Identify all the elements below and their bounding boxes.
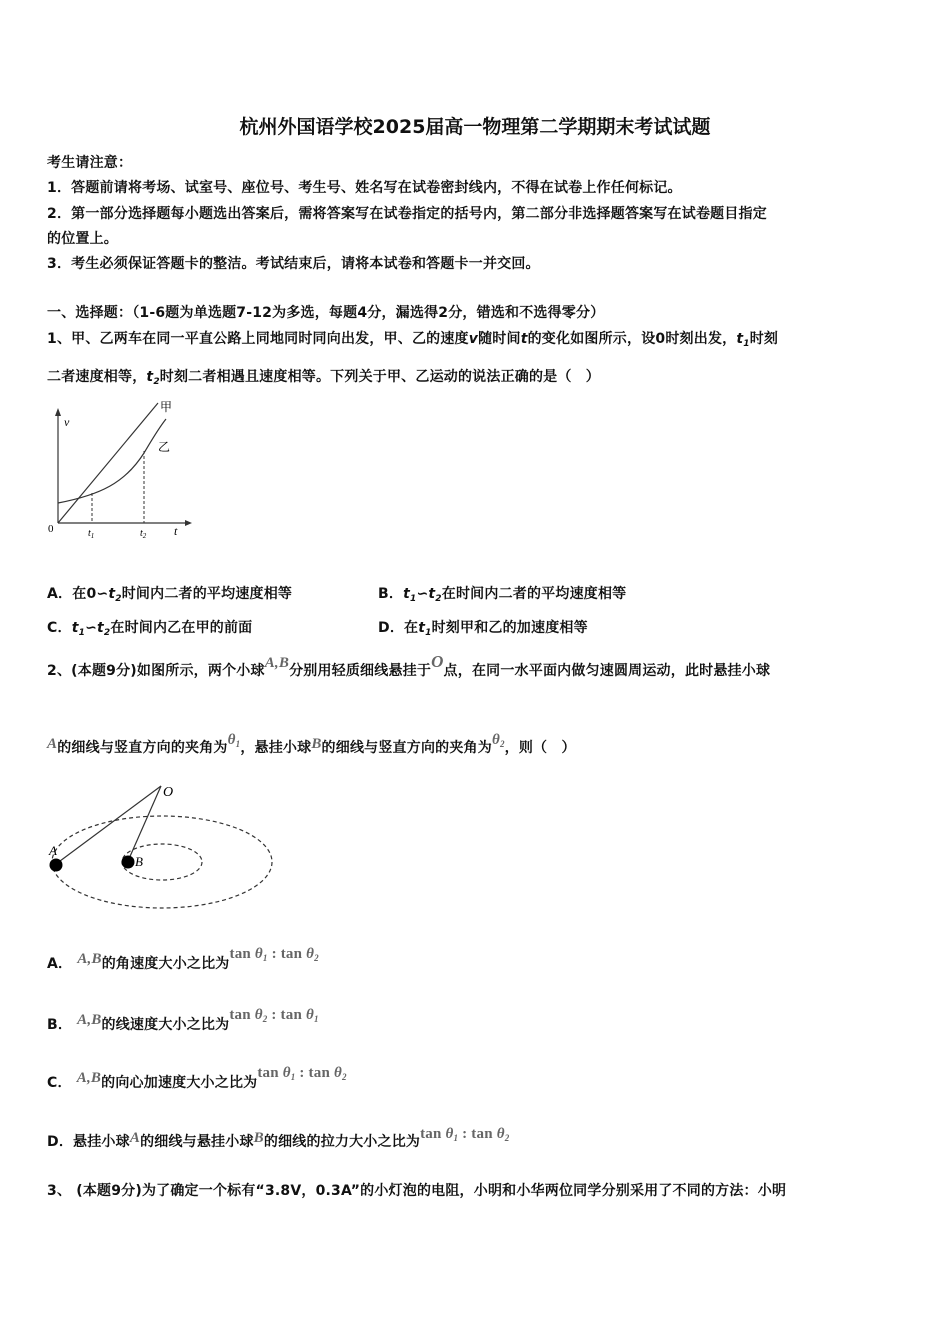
question-2-line-1: 2、(本题9分)如图所示，两个小球A,B分别用轻质细线悬挂于O点，在同一水平面内做匀速圆周运动，此时悬挂小球 [47, 652, 771, 679]
q1-option-b[interactable]: B．$t_1∽t_2$在时间内二者的平均速度相等 [378, 586, 627, 604]
notice-item: 的位置上。 [47, 231, 118, 247]
question-2-line-2: A的细线与竖直方向的夹角为$\theta_1$，悬挂小球B的细线与竖直方向的夹角为$\theta_2$，则（ ） [47, 732, 576, 756]
question-3-line-1: 3、 (本题9分)为了确定一个标有“3.8V，0.3A”的小灯泡的电阻，小明和小华两位同学分别采用了不同的方法：小明 [47, 1183, 787, 1199]
q2-option-a[interactable]: A． A,B的角速度大小之比为$\tan \theta_1$ : $\tan \theta_2$ [47, 946, 319, 972]
conical-pendulum-figure [40, 778, 285, 918]
thread-b [128, 786, 161, 861]
q2-option-d[interactable]: D．悬挂小球A的细线与悬挂小球B的细线的拉力大小之比为$\tan \theta_1$ : $\tan \theta_2$ [47, 1126, 510, 1150]
t2-tick-label: $t_2$ [140, 528, 147, 540]
q2-option-b[interactable]: B． A,B的线速度大小之比为$\tan \theta_2$ : $\tan \theta_1$ [47, 1007, 319, 1033]
thread-a [56, 786, 161, 864]
question-1-line-2: 二者速度相等，$t_2$时刻二者相遇且速度相等。下列关于甲、乙运动的说法正确的是（ ） [47, 369, 600, 387]
section-heading: 一、选择题：（1-6题为单选题7-12为多选，每题4分，漏选得2分，错选和不选得零分） [47, 305, 605, 321]
curve-jia-label: 甲 [160, 400, 173, 414]
t1-tick-label: $t_1$ [88, 528, 95, 540]
notice-item: 2．第一部分选择题每小题选出答案后，需将答案写在试卷指定的括号内，第二部分非选择题答案写在试卷题目指定 [47, 206, 767, 222]
curve-yi-label: 乙 [158, 440, 171, 454]
notice-item: 3．考生必须保证答题卡的整洁。考试结束后，请将本试卷和答题卡一并交回。 [47, 256, 540, 272]
point-o-label: O [163, 785, 174, 800]
question-1-line-1: 1、甲、乙两车在同一平直公路上同地同时同向出发，甲、乙的速度v随时间t的变化如图所示，设0时刻出发，$t_1$时刻 [47, 331, 779, 349]
notice-heading: 考生请注意： [47, 155, 133, 171]
ball-a-label: A [49, 843, 57, 858]
origin-label: 0 [48, 523, 54, 535]
velocity-time-graph [40, 395, 200, 545]
q1-option-d[interactable]: D．在$t_1$时刻甲和乙的加速度相等 [378, 620, 588, 638]
time-axis-label: t [174, 524, 178, 538]
orbit-outer [52, 816, 272, 908]
ball-b [122, 856, 135, 869]
curve-yi [58, 419, 166, 503]
ball-b-label: B [135, 854, 143, 869]
velocity-axis-arrow [55, 408, 61, 416]
velocity-axis-label: v [64, 415, 70, 429]
page-title: 杭州外国语学校2025届高一物理第二学期期末考试试题 [239, 116, 711, 138]
time-axis-arrow [185, 520, 192, 526]
q1-option-c[interactable]: C．$t_1∽t_2$在时间内乙在甲的前面 [47, 620, 253, 638]
notice-item: 1．答题前请将考场、试室号、座位号、考生号、姓名写在试卷密封线内，不得在试卷上作任何标记。 [47, 180, 682, 196]
q1-option-a[interactable]: A．在$0∽t_2$时间内二者的平均速度相等 [47, 586, 293, 604]
ball-a [50, 859, 63, 872]
q2-option-c[interactable]: C． A,B的向心加速度大小之比为$\tan \theta_1$ : $\tan \theta_2$ [47, 1065, 347, 1091]
curve-jia [58, 403, 158, 523]
